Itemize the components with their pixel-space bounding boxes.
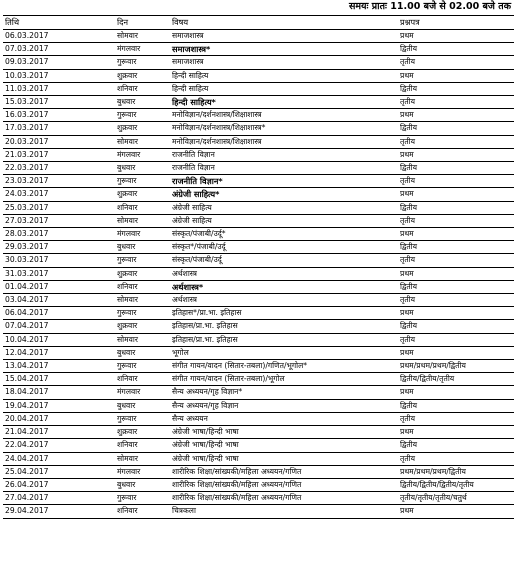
cell-subject: अंग्रेजी साहित्य (170, 214, 398, 227)
cell-paper: प्रथम (398, 307, 514, 320)
cell-day: गुरूवार (115, 56, 170, 69)
cell-date: 28.03.2017 (3, 228, 115, 241)
cell-subject: सैन्य अध्ययन (170, 412, 398, 425)
table-row (3, 360, 514, 373)
cell-paper: तृतीय/तृतीय/तृतीय/चतुर्थ (398, 492, 514, 505)
cell-subject: अंग्रेजी भाषा/हिन्दी भाषा (170, 426, 398, 439)
cell-date: 18.04.2017 (3, 386, 115, 399)
table-row (3, 267, 514, 280)
cell-paper: द्वितीय (398, 241, 514, 254)
cell-day: मंगलवार (115, 148, 170, 161)
cell-date: 24.03.2017 (3, 188, 115, 201)
cell-paper: तृतीय (398, 333, 514, 346)
cell-day: सोमवार (115, 333, 170, 346)
table-row (3, 412, 514, 425)
cell-paper: प्रथम (398, 109, 514, 122)
cell-subject: चित्रकला (170, 505, 398, 518)
cell-paper: प्रथम/प्रथम/प्रथम/द्वितीय (398, 465, 514, 478)
cell-date: 21.04.2017 (3, 426, 115, 439)
cell-day: बुधवार (115, 241, 170, 254)
cell-subject: राजनीति विज्ञान* (170, 175, 398, 188)
cell-paper: प्रथम (398, 148, 514, 161)
cell-day: शनिवार (115, 201, 170, 214)
cell-day: गुरूवार (115, 175, 170, 188)
cell-date: 06.03.2017 (3, 30, 115, 43)
cell-paper: द्वितीय (398, 162, 514, 175)
table-row (3, 175, 514, 188)
cell-paper: प्रथम (398, 267, 514, 280)
table-row (3, 254, 514, 267)
table-row (3, 307, 514, 320)
cell-subject: अंग्रेजी साहित्य (170, 201, 398, 214)
cell-day: गुरूवार (115, 492, 170, 505)
table-row (3, 241, 514, 254)
cell-subject: शारीरिक शिक्षा/सांख्यकी/महिला अध्ययन/गणित (170, 478, 398, 491)
cell-day: मंगलवार (115, 465, 170, 478)
table-row (3, 148, 514, 161)
cell-subject: इतिहास/प्रा.भा. इतिहास (170, 333, 398, 346)
cell-subject: अंग्रेजी भाषा/हिन्दी भाषा (170, 439, 398, 452)
cell-date: 15.03.2017 (3, 96, 115, 109)
cell-date: 17.03.2017 (3, 122, 115, 135)
header-row (3, 16, 514, 30)
table-header (3, 16, 514, 30)
cell-day: शनिवार (115, 439, 170, 452)
table-row (3, 30, 514, 43)
cell-date: 19.04.2017 (3, 399, 115, 412)
cell-day: मंगलवार (115, 228, 170, 241)
cell-paper: प्रथम (398, 346, 514, 359)
cell-subject: सैन्य अध्ययन/गृह विज्ञान (170, 399, 398, 412)
cell-paper: प्रथम (398, 69, 514, 82)
table-row (3, 386, 514, 399)
table-row (3, 333, 514, 346)
column-header-day: दिन (115, 16, 170, 30)
cell-date: 01.04.2017 (3, 280, 115, 293)
cell-subject: हिन्दी साहित्य (170, 82, 398, 95)
cell-paper: प्रथम (398, 505, 514, 518)
cell-day: बुधवार (115, 346, 170, 359)
table-row (3, 452, 514, 465)
cell-paper: द्वितीय/द्वितीय/तृतीय (398, 373, 514, 386)
cell-date: 16.03.2017 (3, 109, 115, 122)
table-row (3, 56, 514, 69)
cell-day: शुक्रवार (115, 426, 170, 439)
cell-day: बुधवार (115, 478, 170, 491)
cell-paper: तृतीय (398, 135, 514, 148)
cell-subject: मनोविज्ञान/दर्शनशास्त्र/शिक्षाशास्त्र (170, 109, 398, 122)
cell-date: 22.03.2017 (3, 162, 115, 175)
table-row (3, 346, 514, 359)
table-row (3, 320, 514, 333)
table-row (3, 188, 514, 201)
cell-paper: द्वितीय (398, 122, 514, 135)
cell-date: 03.04.2017 (3, 294, 115, 307)
cell-day: गुरूवार (115, 109, 170, 122)
cell-subject: हिन्दी साहित्य (170, 69, 398, 82)
cell-paper: प्रथम (398, 30, 514, 43)
cell-paper: प्रथम/प्रथम/प्रथम/द्वितीय (398, 360, 514, 373)
cell-subject: मनोविज्ञान/दर्शनशास्त्र/शिक्षाशास्त्र (170, 135, 398, 148)
cell-date: 09.03.2017 (3, 56, 115, 69)
cell-day: शुक्रवार (115, 122, 170, 135)
cell-day: गुरूवार (115, 307, 170, 320)
cell-date: 20.04.2017 (3, 412, 115, 425)
cell-paper: द्वितीय (398, 201, 514, 214)
column-header-paper: प्रश्नपत्र (398, 16, 514, 30)
cell-paper: तृतीय (398, 56, 514, 69)
cell-date: 07.03.2017 (3, 43, 115, 56)
cell-day: शनिवार (115, 82, 170, 95)
cell-subject: समाजशास्त्र (170, 30, 398, 43)
cell-paper: द्वितीय (398, 43, 514, 56)
cell-day: बुधवार (115, 162, 170, 175)
cell-date: 07.04.2017 (3, 320, 115, 333)
table-row (3, 439, 514, 452)
table-body (3, 30, 514, 519)
cell-day: शनिवार (115, 373, 170, 386)
cell-paper: तृतीय (398, 254, 514, 267)
cell-date: 11.03.2017 (3, 82, 115, 95)
cell-subject: शारीरिक शिक्षा/सांख्यकी/महिला अध्ययन/गणित (170, 465, 398, 478)
cell-date: 25.04.2017 (3, 465, 115, 478)
column-header-subject: विषय (170, 16, 398, 30)
table-row (3, 162, 514, 175)
cell-subject: राजनीति विज्ञान (170, 162, 398, 175)
table-row (3, 280, 514, 293)
cell-date: 26.04.2017 (3, 478, 115, 491)
cell-day: बुधवार (115, 399, 170, 412)
cell-paper: प्रथम (398, 426, 514, 439)
table-row (3, 43, 514, 56)
cell-subject: शारीरिक शिक्षा/सांख्यकी/महिला अध्ययन/गणित (170, 492, 398, 505)
table-row (3, 505, 514, 518)
cell-subject: संस्कृत*/पंजाबी/उर्दू (170, 241, 398, 254)
cell-paper: द्वितीय (398, 280, 514, 293)
cell-subject: इतिहास*/प्रा.भा. इतिहास (170, 307, 398, 320)
cell-date: 30.03.2017 (3, 254, 115, 267)
table-row (3, 228, 514, 241)
exam-schedule-table (3, 15, 514, 519)
cell-day: सोमवार (115, 294, 170, 307)
cell-subject: संगीत गायन/वादन (सितार-तबला)/भूगोल (170, 373, 398, 386)
cell-day: मंगलवार (115, 386, 170, 399)
table-row (3, 478, 514, 491)
table-row (3, 122, 514, 135)
table-row (3, 465, 514, 478)
cell-paper: द्वितीय (398, 320, 514, 333)
cell-subject: अंग्रेजी भाषा/हिन्दी भाषा (170, 452, 398, 465)
cell-subject: संस्कृत/पंजाबी/उर्दू* (170, 228, 398, 241)
cell-date: 15.04.2017 (3, 373, 115, 386)
cell-date: 21.03.2017 (3, 148, 115, 161)
cell-day: शुक्रवार (115, 267, 170, 280)
cell-subject: संगीत गायन/वादन (सितार-तबला)/गणित/भूगोल* (170, 360, 398, 373)
cell-subject: अंग्रेजी साहित्य* (170, 188, 398, 201)
cell-paper: तृतीय (398, 412, 514, 425)
cell-date: 22.04.2017 (3, 439, 115, 452)
table-row (3, 426, 514, 439)
cell-paper: द्वितीय (398, 439, 514, 452)
cell-subject: सैन्य अध्ययन/गृह विज्ञान* (170, 386, 398, 399)
cell-paper: तृतीय (398, 294, 514, 307)
exam-time-note: समयः प्रातः 11.00 बजे से 02.00 बजे तक (348, 1, 511, 12)
cell-paper: द्वितीय (398, 82, 514, 95)
cell-subject: अर्थशास्त्र (170, 294, 398, 307)
cell-paper: तृतीय (398, 452, 514, 465)
cell-paper: द्वितीय/द्वितीय/द्वितीय/तृतीय (398, 478, 514, 491)
cell-date: 10.03.2017 (3, 69, 115, 82)
cell-date: 12.04.2017 (3, 346, 115, 359)
table-row (3, 294, 514, 307)
cell-date: 27.04.2017 (3, 492, 115, 505)
cell-subject: अर्थशास्त्र (170, 267, 398, 280)
cell-day: शनिवार (115, 280, 170, 293)
cell-subject: हिन्दी साहित्य* (170, 96, 398, 109)
cell-day: बुधवार (115, 96, 170, 109)
table-row (3, 492, 514, 505)
cell-date: 23.03.2017 (3, 175, 115, 188)
cell-subject: समाजशास्त्र* (170, 43, 398, 56)
cell-date: 06.04.2017 (3, 307, 115, 320)
cell-paper: प्रथम (398, 386, 514, 399)
cell-date: 29.03.2017 (3, 241, 115, 254)
cell-date: 10.04.2017 (3, 333, 115, 346)
cell-date: 31.03.2017 (3, 267, 115, 280)
cell-subject: इतिहास/प्रा.भा. इतिहास (170, 320, 398, 333)
table-row (3, 399, 514, 412)
cell-date: 24.04.2017 (3, 452, 115, 465)
cell-day: शुक्रवार (115, 188, 170, 201)
cell-paper: तृतीय (398, 175, 514, 188)
cell-paper: तृतीय (398, 214, 514, 227)
cell-paper: प्रथम (398, 188, 514, 201)
cell-day: शनिवार (115, 505, 170, 518)
table-row (3, 201, 514, 214)
cell-date: 29.04.2017 (3, 505, 115, 518)
cell-day: सोमवार (115, 452, 170, 465)
cell-paper: द्वितीय (398, 399, 514, 412)
cell-subject: अर्थशास्त्र* (170, 280, 398, 293)
cell-day: शुक्रवार (115, 69, 170, 82)
cell-day: सोमवार (115, 30, 170, 43)
cell-date: 13.04.2017 (3, 360, 115, 373)
cell-subject: भूगोल (170, 346, 398, 359)
cell-subject: राजनीति विज्ञान (170, 148, 398, 161)
cell-day: गुरूवार (115, 360, 170, 373)
cell-day: मंगलवार (115, 43, 170, 56)
table-row (3, 214, 514, 227)
cell-day: गुरूवार (115, 254, 170, 267)
cell-day: शुक्रवार (115, 320, 170, 333)
table-row (3, 69, 514, 82)
table-row (3, 373, 514, 386)
cell-day: गुरूवार (115, 412, 170, 425)
table-row (3, 96, 514, 109)
cell-day: सोमवार (115, 135, 170, 148)
table-row (3, 109, 514, 122)
cell-subject: संस्कृत/पंजाबी/उर्दू (170, 254, 398, 267)
column-header-date: तिथि (3, 16, 115, 30)
cell-date: 25.03.2017 (3, 201, 115, 214)
cell-subject: मनोविज्ञान/दर्शनशास्त्र/शिक्षाशास्त्र* (170, 122, 398, 135)
cell-paper: तृतीय (398, 96, 514, 109)
table-row (3, 82, 514, 95)
cell-date: 27.03.2017 (3, 214, 115, 227)
cell-day: सोमवार (115, 214, 170, 227)
cell-paper: प्रथम (398, 228, 514, 241)
cell-date: 20.03.2017 (3, 135, 115, 148)
table-row (3, 135, 514, 148)
cell-subject: समाजशास्त्र (170, 56, 398, 69)
